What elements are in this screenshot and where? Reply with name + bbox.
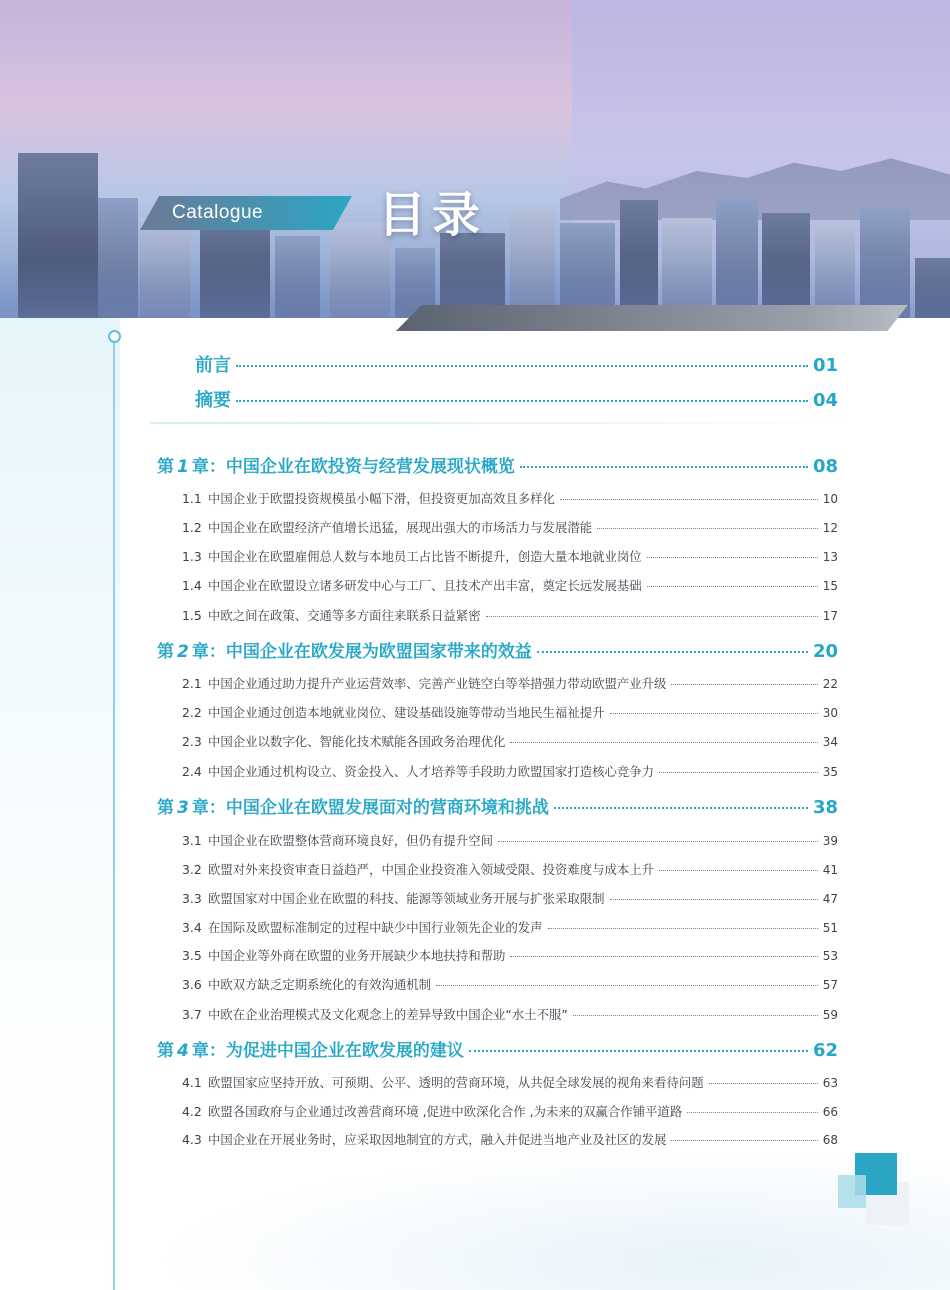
toc-section[interactable] (182, 1130, 838, 1148)
toc-section[interactable] (182, 975, 838, 993)
toc-leader (236, 365, 808, 367)
toc-page-number: 01 (812, 355, 838, 376)
toc-page-number: 57 (822, 978, 838, 992)
toc-page-number: 30 (822, 706, 838, 720)
section-number: 3.1 (182, 833, 202, 848)
toc-leader (659, 772, 818, 773)
section-title: 中欧双方缺乏定期系统化的有效沟通机制 (208, 977, 432, 992)
corner-square-light (838, 1175, 866, 1208)
section-number: 1.4 (182, 578, 202, 593)
toc-leader (520, 466, 808, 468)
section-title: 中国企业通过创造本地就业岗位、建设基础设施等带动当地民生福祉提升 (208, 705, 605, 720)
toc-section[interactable] (182, 489, 838, 507)
toc-page-number: 51 (822, 921, 838, 935)
toc-page-number: 13 (822, 550, 838, 564)
toc-section[interactable] (182, 703, 838, 721)
toc-page-number: 22 (822, 677, 838, 691)
chapter-prefix: 第 (157, 457, 174, 477)
section-number: 2.2 (182, 705, 202, 720)
toc-entry-preface[interactable] (195, 351, 838, 377)
toc-section[interactable] (182, 606, 838, 624)
toc-page-number: 66 (822, 1105, 838, 1119)
toc-leader (647, 557, 818, 558)
header-accent-band (396, 305, 908, 331)
toc-entry-label: 摘要 (195, 390, 231, 411)
section-title: 在国际及欧盟标准制定的过程中缺少中国行业领先企业的发声 (208, 920, 543, 935)
toc-chapter-1[interactable] (157, 452, 838, 477)
toc-page-number: 59 (822, 1008, 838, 1022)
section-number: 1.1 (182, 491, 202, 506)
timeline-dot (108, 330, 121, 343)
toc-section[interactable] (182, 674, 838, 692)
toc-leader (436, 985, 818, 986)
section-number: 3.7 (182, 1007, 202, 1022)
chapter-title: 章：中国企业在欧投资与经营发展现状概览 (191, 457, 515, 477)
toc-chapter-3[interactable] (157, 793, 838, 818)
toc-leader (687, 1112, 818, 1113)
toc-leader (486, 616, 818, 617)
section-title: 中国企业在欧盟设立诸多研发中心与工厂、且技术产出丰富，奠定长远发展基础 (208, 578, 642, 593)
toc-page-number: 41 (822, 863, 838, 877)
toc-leader (498, 841, 818, 842)
chapter-number: 2 (177, 642, 189, 662)
toc-section[interactable] (182, 889, 838, 907)
toc-page-number: 47 (822, 892, 838, 906)
header-banner (0, 0, 950, 318)
section-title: 中国企业在开展业务时，应采取因地制宜的方式，融入并促进当地产业及社区的发展 (208, 1132, 667, 1147)
toc-leader (510, 956, 817, 957)
page-title: 目录 (378, 187, 487, 243)
toc-page-number: 39 (822, 834, 838, 848)
toc-page-number: 04 (812, 390, 838, 411)
section-number: 4.2 (182, 1104, 202, 1119)
section-title: 欧盟各国政府与企业通过改善营商环境 ,促进中欧深化合作 ,为未来的双赢合作铺平道路 (208, 1104, 683, 1119)
section-title: 中国企业通过机构设立、资金投入、人才培养等手段助力欧盟国家打造核心竞争力 (208, 764, 655, 779)
section-number: 3.2 (182, 862, 202, 877)
toc-leader (597, 528, 818, 529)
section-number: 4.1 (182, 1075, 202, 1090)
section-title: 中国企业于欧盟投资规模虽小幅下滑，但投资更加高效且多样化 (208, 491, 555, 506)
toc-leader (537, 651, 808, 653)
toc-section[interactable] (182, 1073, 838, 1091)
toc-page-number: 68 (822, 1133, 838, 1147)
catalogue-label: Catalogue (172, 202, 264, 223)
section-number: 2.3 (182, 734, 202, 749)
section-title: 中国企业在欧盟雇佣总人数与本地员工占比皆不断提升，创造大量本地就业岗位 (208, 549, 642, 564)
toc-section[interactable] (182, 946, 838, 964)
toc-leader (709, 1083, 818, 1084)
section-title: 中国企业在欧盟整体营商环境良好，但仍有提升空间 (208, 833, 493, 848)
toc-leader (560, 499, 818, 500)
section-title: 欧盟对外来投资审查日益趋严，中国企业投资准入领域受限、投资难度与成本上升 (208, 862, 655, 877)
toc-page-number: 12 (822, 521, 838, 535)
chapter-prefix: 第 (157, 798, 174, 818)
toc-chapter-4[interactable] (157, 1036, 838, 1061)
section-number: 1.3 (182, 549, 202, 564)
chapter-title: 章：为促进中国企业在欧发展的建议 (191, 1041, 464, 1061)
chapter-title: 章：中国企业在欧发展为欧盟国家带来的效益 (191, 642, 532, 662)
toc-leader (647, 586, 818, 587)
toc-page-number: 35 (822, 765, 838, 779)
section-number: 3.3 (182, 891, 202, 906)
section-number: 3.5 (182, 948, 202, 963)
section-number: 2.4 (182, 764, 202, 779)
section-number: 1.2 (182, 520, 202, 535)
section-title: 欧盟国家对中国企业在欧盟的科技、能源等领域业务开展与扩张采取限制 (208, 891, 605, 906)
chapter-number: 1 (177, 457, 189, 477)
toc-page-number: 20 (812, 641, 838, 662)
toc-page-number: 63 (822, 1076, 838, 1090)
toc-leader (610, 713, 818, 714)
bottom-glow-decoration (150, 1150, 950, 1290)
chapter-number: 3 (177, 798, 189, 818)
toc-section[interactable] (182, 518, 838, 536)
section-title: 中国企业通过助力提升产业运营效率、完善产业链空白等举措强力带动欧盟产业升级 (208, 676, 667, 691)
toc-entry-label: 前言 (195, 355, 231, 376)
toc-section[interactable] (182, 918, 838, 936)
toc-leader (548, 928, 818, 929)
toc-section[interactable] (182, 1102, 838, 1120)
toc-page-number: 08 (812, 456, 838, 477)
left-glow-decoration (0, 318, 120, 1290)
toc-section[interactable] (182, 860, 838, 878)
toc-page-number: 10 (822, 492, 838, 506)
section-number: 4.3 (182, 1132, 202, 1147)
section-title: 中欧在企业治理模式及文化观念上的差异导致中国企业“水土不服” (208, 1007, 568, 1022)
chapter-number: 4 (177, 1041, 189, 1061)
toc-leader (671, 684, 817, 685)
toc-page-number: 17 (822, 609, 838, 623)
section-title: 欧盟国家应坚持开放、可预期、公平、透明的营商环境，从共促全球发展的视角来看待问题 (208, 1075, 704, 1090)
toc-page-number: 62 (812, 1040, 838, 1061)
section-title: 中国企业等外商在欧盟的业务开展缺少本地扶持和帮助 (208, 948, 506, 963)
section-number: 3.4 (182, 920, 202, 935)
toc-leader (469, 1050, 808, 1052)
toc-entry-summary[interactable] (195, 386, 838, 412)
toc-chapter-2[interactable] (157, 637, 838, 662)
toc-page-number: 34 (822, 735, 838, 749)
toc-leader (610, 899, 818, 900)
chapter-prefix: 第 (157, 642, 174, 662)
chapter-prefix: 第 (157, 1041, 174, 1061)
section-divider (150, 422, 855, 424)
timeline-line (113, 338, 115, 1290)
section-number: 2.1 (182, 676, 202, 691)
section-title: 中欧之间在政策、交通等多方面往来联系日益紧密 (208, 608, 481, 623)
toc-page-number: 15 (822, 579, 838, 593)
chapter-title: 章：中国企业在欧盟发展面对的营商环境和挑战 (191, 798, 549, 818)
section-number: 1.5 (182, 608, 202, 623)
toc-leader (554, 807, 808, 809)
toc-leader (659, 870, 818, 871)
toc-leader (510, 742, 817, 743)
toc-section[interactable] (182, 547, 838, 565)
toc-section[interactable] (182, 831, 838, 849)
toc-section[interactable] (182, 576, 838, 594)
section-number: 3.6 (182, 977, 202, 992)
toc-leader (236, 400, 808, 402)
toc-section[interactable] (182, 1005, 838, 1023)
toc-section[interactable] (182, 732, 838, 750)
toc-page-number: 53 (822, 949, 838, 963)
section-title: 中国企业在欧盟经济产值增长迅猛，展现出强大的市场活力与发展潜能 (208, 520, 593, 535)
toc-leader (671, 1140, 817, 1141)
toc-section[interactable] (182, 762, 838, 780)
section-title: 中国企业以数字化、智能化技术赋能各国政务治理优化 (208, 734, 506, 749)
toc-page-number: 38 (812, 797, 838, 818)
toc-leader (573, 1015, 818, 1016)
